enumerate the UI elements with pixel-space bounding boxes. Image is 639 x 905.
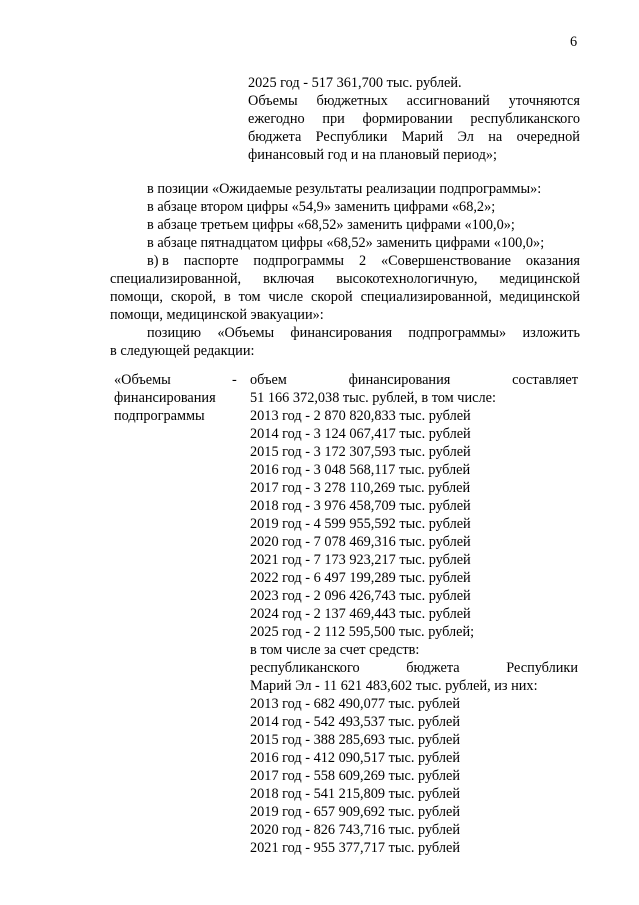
- word: Объемы: [248, 93, 298, 109]
- rep-first-line: [250, 659, 578, 677]
- rep-year-line: 2015 год - 388 285,693 тыс. рублей: [250, 732, 460, 748]
- rep-year-line: 2014 год - 542 493,537 тыс. рублей: [250, 714, 460, 730]
- word: на: [488, 129, 503, 145]
- word: включая: [263, 271, 315, 287]
- word: ассигнований: [406, 93, 490, 109]
- word: объем: [250, 372, 287, 388]
- rep-year-line: 2021 год - 955 377,717 тыс. рублей: [250, 840, 460, 856]
- left-line-3: подпрограммы: [114, 408, 205, 424]
- word: уточняются: [508, 93, 580, 109]
- word: скорой: [311, 289, 353, 305]
- amend-line-7: [110, 288, 580, 306]
- para-line-3: [248, 128, 580, 146]
- total-first-line: [250, 371, 578, 389]
- word: бюджета: [248, 129, 302, 145]
- top-block: [248, 74, 580, 164]
- amend-line-3: в абзаце третьем цифры «68,52» заменить цифрами «100,0»;: [147, 217, 515, 233]
- word: оказания: [525, 253, 580, 269]
- word: очередной: [516, 129, 580, 145]
- word: бюджета: [406, 660, 460, 676]
- word: медицинской: [499, 289, 580, 305]
- year-2025-line: 2025 год - 517 361,700 тыс. рублей.: [248, 75, 462, 91]
- year-line: 2024 год - 2 137 469,443 тыс. рублей: [250, 606, 471, 622]
- amendments-block: [110, 180, 580, 360]
- year-line: 2017 год - 3 278 110,269 тыс. рублей: [250, 480, 471, 496]
- word: паспорте: [183, 253, 239, 269]
- amend-line-1: в позиции «Ожидаемые результаты реализации подпрограммы»:: [147, 181, 542, 197]
- para-line-1: [248, 92, 580, 110]
- amend-line-4: в абзаце пятнадцатом цифры «68,52» заменить цифрами «100,0»;: [147, 235, 545, 251]
- table-left-column: [114, 371, 234, 425]
- year-line: 2020 год - 7 078 469,316 тыс. рублей: [250, 534, 471, 550]
- word: ежегодно: [248, 111, 305, 127]
- page-number: 6: [570, 34, 578, 50]
- word: высокотехнологичную,: [336, 271, 478, 287]
- amend-line-6: [110, 270, 580, 288]
- incl-line: в том числе за счет средств:: [250, 642, 420, 658]
- year-line: 2014 год - 3 124 067,417 тыс. рублей: [250, 426, 471, 442]
- word: медицинской: [499, 271, 580, 287]
- table-dash: -: [232, 372, 237, 388]
- word: числе: [268, 289, 304, 305]
- word: подпрограммы: [253, 253, 345, 269]
- word: 2: [358, 253, 367, 269]
- year-line: 2021 год - 7 173 923,217 тыс. рублей: [250, 552, 471, 568]
- amend-line-10: в следующей редакции:: [110, 343, 255, 359]
- word: позицию: [147, 325, 202, 341]
- rep-year-line: 2020 год - 826 743,716 тыс. рублей: [250, 822, 460, 838]
- total-line: 51 166 372,038 тыс. рублей, в том числе:: [250, 390, 496, 406]
- year-line: 2016 год - 3 048 568,117 тыс. рублей: [250, 462, 471, 478]
- rep-year-line: 2018 год - 541 215,809 тыс. рублей: [250, 786, 460, 802]
- word: «Совершенствование: [381, 253, 511, 269]
- word: том: [238, 289, 261, 305]
- word: специализированной,: [110, 271, 242, 287]
- year-line: 2025 год - 2 112 595,500 тыс. рублей;: [250, 624, 475, 640]
- year-line: 2018 год - 3 976 458,709 тыс. рублей: [250, 498, 471, 514]
- word: скорой,: [170, 289, 217, 305]
- rep-year-line: 2019 год - 657 909,692 тыс. рублей: [250, 804, 460, 820]
- left-line-2: финансирования: [114, 390, 216, 406]
- word: изложить: [522, 325, 580, 341]
- word: бюджетных: [316, 93, 388, 109]
- amend-line-9: [110, 324, 580, 342]
- year-line: 2023 год - 2 096 426,743 тыс. рублей: [250, 588, 471, 604]
- left-line-1: «Объемы: [114, 372, 171, 388]
- amend-line-2: в абзаце втором цифры «54,9» заменить цифрами «68,2»;: [147, 199, 496, 215]
- rep-year-line: 2017 год - 558 609,269 тыс. рублей: [250, 768, 460, 784]
- rep-year-line: 2016 год - 412 090,517 тыс. рублей: [250, 750, 460, 766]
- amend-line-8: помощи, медицинской эвакуации»:: [110, 307, 324, 323]
- year-line: 2022 год - 6 497 199,289 тыс. рублей: [250, 570, 471, 586]
- rep-year-line: 2013 год - 682 490,077 тыс. рублей: [250, 696, 460, 712]
- rep-years-list: [250, 695, 578, 857]
- word: республиканского: [470, 111, 580, 127]
- year-line: 2019 год - 4 599 955,592 тыс. рублей: [250, 516, 471, 532]
- amend-line-5: [110, 252, 580, 270]
- table-right-column: [250, 371, 578, 857]
- word: формировании: [362, 111, 453, 127]
- word: в: [223, 289, 231, 305]
- word: «Объемы: [217, 325, 275, 341]
- word: подпрограммы»: [408, 325, 507, 341]
- rep-total-line: Марий Эл - 11 621 483,602 тыс. рублей, из них:: [250, 678, 538, 694]
- para-line-4: финансовый год и на плановый период»;: [248, 147, 497, 163]
- word: в) в: [147, 253, 169, 269]
- word: при: [322, 111, 345, 127]
- word: помощи,: [110, 289, 163, 305]
- year-line: 2013 год - 2 870 820,833 тыс. рублей: [250, 408, 471, 424]
- word: финансирования: [348, 372, 451, 388]
- word: Марий: [401, 129, 444, 145]
- word: финансирования: [290, 325, 393, 341]
- years-list: [250, 407, 578, 641]
- para-line-2: [248, 110, 580, 128]
- word: специализированной,: [360, 289, 492, 305]
- word: Эл: [457, 129, 474, 145]
- year-line: 2015 год - 3 172 307,593 тыс. рублей: [250, 444, 471, 460]
- word: Республики: [506, 660, 578, 676]
- word: составляет: [512, 372, 578, 388]
- word: Республики: [315, 129, 388, 145]
- word: республиканского: [250, 660, 360, 676]
